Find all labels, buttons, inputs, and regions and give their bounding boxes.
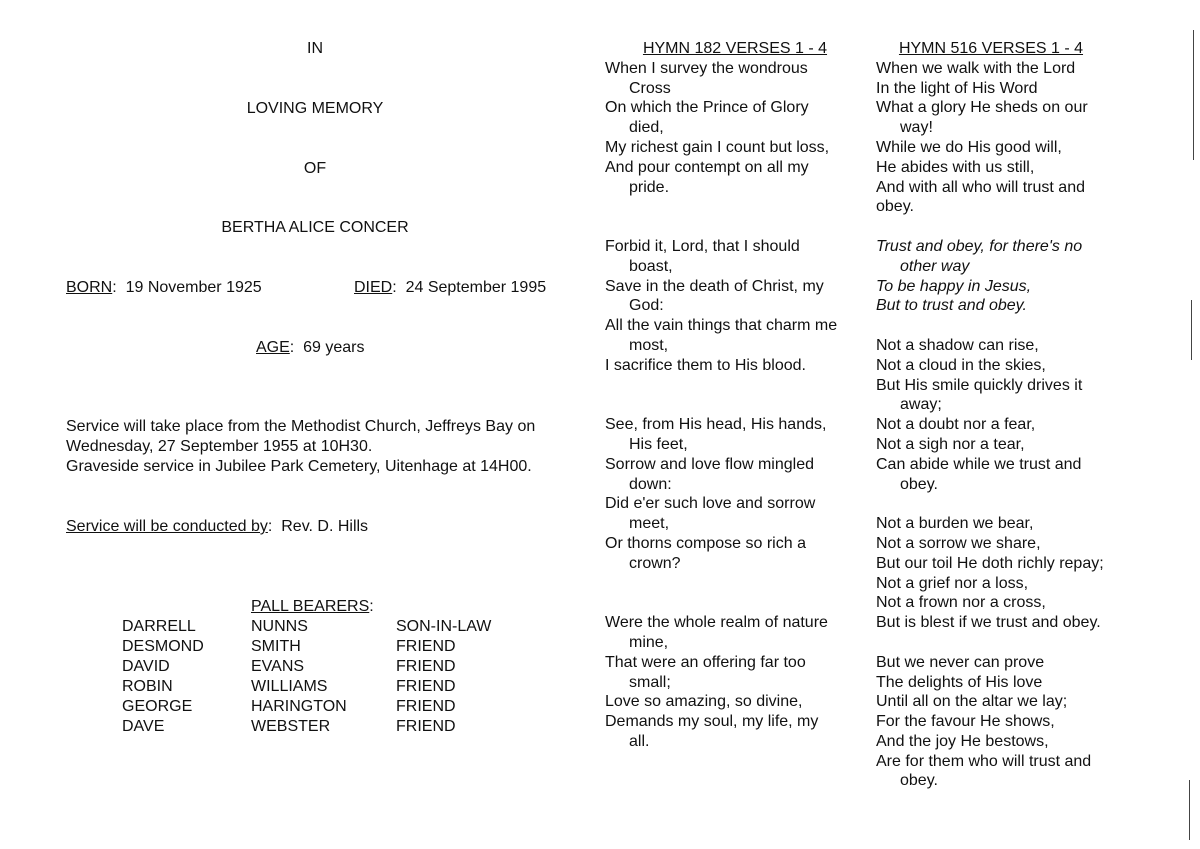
- hymn-182-line: all.: [629, 732, 650, 750]
- scan-edge-line: [1191, 300, 1192, 360]
- pall-bearer-last: HARINGTON: [251, 698, 347, 715]
- service-line-2: Wednesday, 27 September 1955 at 10H30.: [66, 438, 373, 455]
- hymn-182-line: boast,: [629, 257, 673, 275]
- pall-bearers-title: PALL BEARERS: [251, 598, 370, 615]
- hymn-516-line: obey.: [876, 198, 914, 216]
- pall-bearer-last: WILLIAMS: [251, 678, 328, 695]
- hymn-182-line: When I survey the wondrous: [605, 59, 808, 77]
- hymn-516-chorus-line: But to trust and obey.: [876, 297, 1027, 315]
- pall-bearer-first: GEORGE: [122, 698, 193, 715]
- hymn-516-line: But His smile quickly drives it: [876, 376, 1083, 394]
- pall-bearer-relation: FRIEND: [396, 658, 456, 675]
- pall-bearer-last: NUNNS: [251, 618, 308, 635]
- hymn-516-chorus-line: To be happy in Jesus,: [876, 277, 1032, 295]
- hymn-516-line: Not a grief nor a loss,: [876, 574, 1029, 592]
- hymn-516-line: The delights of His love: [876, 673, 1043, 691]
- service-line-1: Service will take place from the Methodist Church, Jeffreys Bay on: [66, 418, 536, 435]
- hymn-516-line: Until all on the altar we lay;: [876, 693, 1068, 711]
- hymn-182-line: Save in the death of Christ, my: [605, 277, 824, 295]
- hymn-516-line: Not a sorrow we share,: [876, 534, 1041, 552]
- age-line: AGE: 69 years: [256, 339, 365, 356]
- hymn-516-line: Can abide while we trust and: [876, 455, 1082, 473]
- scan-edge-line: [1189, 780, 1190, 840]
- hymn-516-line: Not a burden we bear,: [876, 515, 1034, 533]
- hymn-516-line: But we never can prove: [876, 653, 1045, 671]
- hymn-182-line: down:: [629, 475, 672, 493]
- pall-bearer-relation: FRIEND: [396, 718, 456, 735]
- born-line: BORN: 19 November 1925: [66, 279, 262, 296]
- hymn-516-line: Not a cloud in the skies,: [876, 356, 1046, 374]
- hymn-182-column: [605, 39, 867, 752]
- hymn-182-line: meet,: [629, 515, 670, 533]
- hymn-516-line: Not a frown nor a cross,: [876, 594, 1046, 612]
- pall-bearer-first: DAVE: [122, 718, 165, 735]
- hymn-516-line: But is blest if we trust and obey.: [876, 614, 1101, 632]
- hymn-516-line: While we do His good will,: [876, 138, 1062, 156]
- pall-bearer-row: [122, 657, 542, 677]
- heading-loving-memory: LOVING MEMORY: [246, 100, 384, 117]
- pall-bearer-relation: FRIEND: [396, 698, 456, 715]
- hymn-182-line: pride.: [629, 178, 670, 196]
- hymn-516-line: He abides with us still,: [876, 158, 1035, 176]
- hymn-516-line: way!: [900, 119, 933, 137]
- hymn-182-line: And pour contempt on all my: [605, 158, 809, 176]
- hymn-516-line: And with all who will trust and: [876, 178, 1085, 196]
- hymn-182-line: Love so amazing, so divine,: [605, 693, 803, 711]
- conducted-line: Service will be conducted by: Rev. D. Hills: [66, 518, 369, 535]
- hymn-516-line: What a glory He sheds on our: [876, 99, 1088, 117]
- pall-bearer-last: SMITH: [251, 638, 301, 655]
- pall-bearer-first: DESMOND: [122, 638, 204, 655]
- pall-bearers-heading: PALL BEARERS:: [251, 598, 374, 615]
- hymn-182-line: most,: [629, 336, 669, 354]
- hymn-182-line: mine,: [629, 633, 669, 651]
- hymn-182-title: HYMN 182 VERSES 1 - 4: [642, 40, 828, 57]
- pall-bearer-first: ROBIN: [122, 678, 173, 695]
- born-value: 19 November 1925: [125, 279, 262, 296]
- died-label: DIED: [354, 279, 393, 296]
- hymn-182-line: That were an offering far too: [605, 653, 806, 671]
- hymn-182-line: crown?: [629, 554, 681, 572]
- service-line-3: Graveside service in Jubilee Park Cemetery, Uitenhage at 14H00.: [66, 458, 532, 475]
- hymn-182-line: Forbid it, Lord, that I should: [605, 237, 800, 255]
- hymn-182-line: Sorrow and love flow mingled: [605, 455, 814, 473]
- age-value: 69 years: [303, 339, 365, 356]
- hymn-182-line: See, from His head, His hands,: [605, 416, 827, 434]
- hymn-516-line: And the joy He bestows,: [876, 732, 1049, 750]
- hymn-182-line: On which the Prince of Glory: [605, 99, 809, 117]
- hymn-516-line: Are for them who will trust and: [876, 752, 1092, 770]
- heading-in: IN: [307, 40, 323, 57]
- pall-bearer-last: WEBSTER: [251, 718, 331, 735]
- hymn-182-line: All the vain things that charm me: [605, 317, 838, 335]
- pall-bearer-relation: FRIEND: [396, 638, 456, 655]
- heading-of: OF: [303, 160, 327, 177]
- hymn-516-line: When we walk with the Lord: [876, 59, 1076, 77]
- pall-bearer-first: DARRELL: [122, 618, 196, 635]
- pall-bearer-row: [122, 637, 542, 657]
- hymn-182-line: Cross: [629, 79, 671, 97]
- hymn-182-line: Demands my soul, my life, my: [605, 713, 819, 731]
- hymn-516-chorus-line: Trust and obey, for there's no: [876, 237, 1083, 255]
- scan-edge-line: [1193, 30, 1194, 160]
- hymn-516-line: Not a shadow can rise,: [876, 336, 1039, 354]
- pall-bearer-last: EVANS: [251, 658, 305, 675]
- conducted-value: Rev. D. Hills: [281, 518, 369, 535]
- conducted-label: Service will be conducted by: [66, 518, 268, 535]
- hymn-516-column: [876, 39, 1136, 791]
- hymn-182-line: I sacrifice them to His blood.: [605, 356, 806, 374]
- hymn-182-line: Did e'er such love and sorrow: [605, 495, 816, 513]
- hymn-516-line: obey.: [900, 772, 938, 790]
- hymn-182-line: His feet,: [629, 435, 688, 453]
- hymn-516-line: But our toil He doth richly repay;: [876, 554, 1104, 572]
- hymn-516-line: away;: [900, 396, 942, 414]
- hymn-516-title: HYMN 516 VERSES 1 - 4: [898, 40, 1084, 57]
- born-label: BORN: [66, 279, 113, 296]
- died-line: DIED: 24 September 1995: [354, 279, 547, 296]
- pall-bearer-row: [122, 697, 542, 717]
- deceased-name: BERTHA ALICE CONCER: [221, 219, 409, 236]
- pall-bearer-row: [122, 617, 542, 637]
- hymn-516-line: In the light of His Word: [876, 79, 1038, 97]
- pall-bearer-relation: SON-IN-LAW: [396, 618, 492, 635]
- pall-bearer-row: [122, 677, 542, 697]
- hymn-182-line: God:: [629, 297, 664, 315]
- hymn-516-line: For the favour He shows,: [876, 713, 1055, 731]
- pall-bearer-first: DAVID: [122, 658, 170, 675]
- hymn-182-line: Or thorns compose so rich a: [605, 534, 806, 552]
- hymn-516-chorus-line: other way: [900, 257, 970, 275]
- hymn-182-line: My richest gain I count but loss,: [605, 138, 830, 156]
- hymn-516-line: obey.: [900, 475, 938, 493]
- hymn-182-line: small;: [629, 673, 671, 691]
- died-value: 24 September 1995: [405, 279, 547, 296]
- hymn-516-line: Not a doubt nor a fear,: [876, 416, 1036, 434]
- pall-bearer-relation: FRIEND: [396, 678, 456, 695]
- pall-bearer-row: [122, 717, 542, 737]
- hymn-182-line: died,: [629, 119, 664, 137]
- hymn-182-line: Were the whole realm of nature: [605, 614, 828, 632]
- hymn-516-line: Not a sigh nor a tear,: [876, 435, 1025, 453]
- age-label: AGE: [256, 339, 290, 356]
